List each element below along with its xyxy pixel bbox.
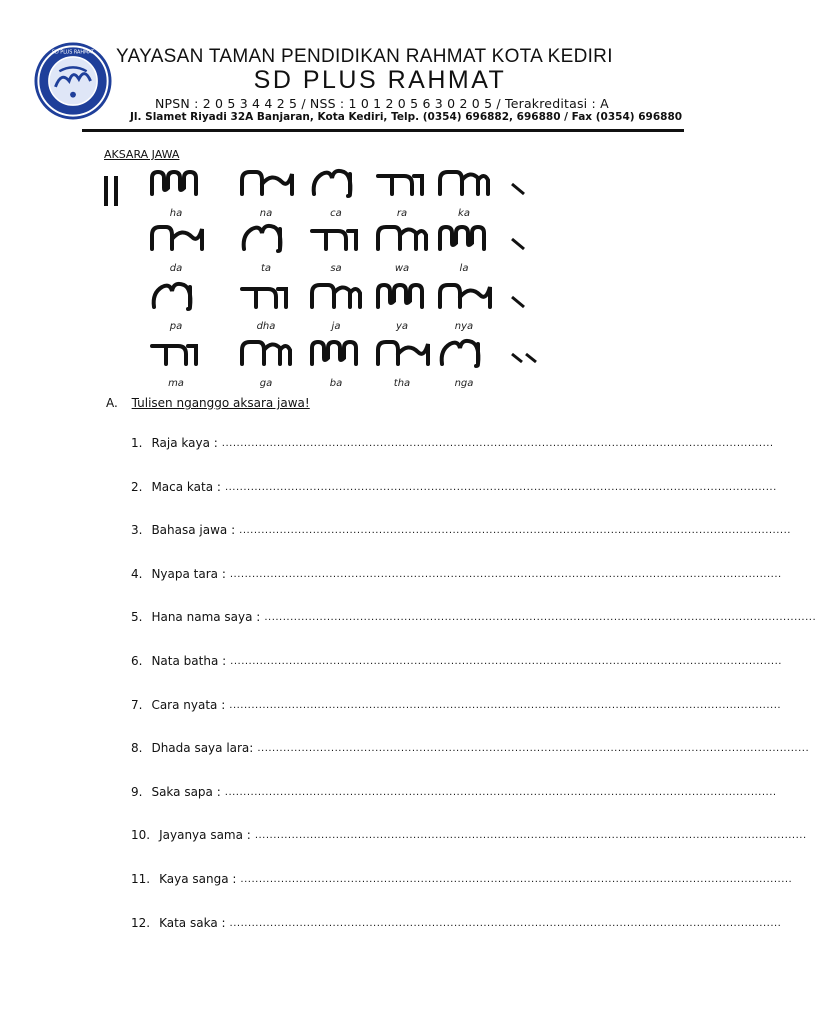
aksara-glyph-icon — [378, 342, 428, 364]
exercise-item — [131, 915, 782, 960]
aksara-chart — [100, 162, 550, 392]
aksara-label: na — [259, 208, 273, 219]
instruction-text: Tulisen nganggo aksara jawa! — [131, 396, 310, 410]
aksara-label: ta — [260, 263, 272, 274]
aksara-label: da — [169, 263, 183, 274]
aksara-glyph-icon — [440, 285, 490, 307]
aksara-glyph-icon — [314, 171, 351, 196]
aksara-glyph-icon — [312, 285, 360, 307]
aksara-label: dha — [256, 321, 276, 332]
exercise-label: Hana nama saya : — [151, 610, 261, 625]
exercise-label: Nyapa tara : — [151, 566, 226, 581]
aksara-glyph-icon — [378, 285, 422, 307]
aksara-glyph-icon — [244, 226, 281, 251]
answer-line[interactable]: ...................................................................................................................................................... — [229, 568, 782, 580]
pada-lingsa-icon — [512, 239, 524, 249]
aksara-glyph-icon — [378, 227, 426, 249]
aksara-glyph-icon — [312, 231, 356, 249]
exercise-number: 12. — [131, 915, 151, 930]
aksara-glyph-icon — [440, 227, 484, 249]
aksara-label: la — [459, 263, 469, 274]
exercise-number: 5. — [131, 610, 143, 625]
answer-line[interactable]: ...................................................................................................................................................... — [224, 786, 777, 798]
exercise-number: 10. — [131, 828, 151, 843]
exercise-number: 7. — [131, 697, 143, 712]
school-name: SD PLUS RAHMAT — [253, 66, 507, 94]
answer-line[interactable]: ...................................................................................................................................................... — [229, 917, 782, 929]
aksara-glyph-icon — [154, 284, 191, 309]
exercise-number: 11. — [131, 871, 151, 886]
exercise-number: 3. — [131, 523, 143, 538]
exercise-label: Kaya sanga : — [159, 871, 237, 886]
answer-line[interactable]: ...................................................................................................................................................... — [221, 438, 774, 449]
answer-line[interactable]: ...................................................................................................................................................... — [240, 873, 793, 885]
aksara-title: AKSARA JAWA — [104, 148, 180, 161]
exercise-item — [131, 871, 793, 916]
aksara-glyph-icon — [312, 342, 356, 364]
pada-lingsa-icon — [512, 354, 536, 362]
school-address: Jl. Slamet Riyadi 32A Banjaran, Kota Kediri, Telp. (0354) 696882, 696880 / Fax (0354) 696880 — [130, 111, 683, 123]
pada-lingsa-icon — [512, 297, 524, 307]
aksara-glyph-icon — [242, 172, 292, 194]
exercise-number: 6. — [131, 653, 143, 668]
exercise-number: 9. — [131, 784, 143, 799]
aksara-label: ja — [331, 321, 341, 332]
aksara-glyph-icon — [152, 172, 196, 194]
aksara-label: ma — [168, 378, 184, 389]
exercise-item — [131, 741, 810, 785]
exercise-item — [131, 566, 782, 611]
exercise-item — [131, 697, 782, 742]
aksara-label: ya — [395, 321, 409, 332]
aksara-label: ha — [169, 208, 183, 219]
aksara-label: tha — [393, 378, 411, 389]
aksara-glyph-icon — [242, 289, 286, 307]
exercise-number: 4. — [131, 566, 143, 581]
exercise-number: 1. — [131, 436, 143, 450]
exercise-label: Bahasa jawa : — [151, 523, 236, 538]
svg-text:SD PLUS RAHMAT: SD PLUS RAHMAT — [51, 49, 95, 56]
exercise-list — [131, 436, 816, 959]
section-letter: A. — [106, 396, 118, 410]
exercise-item — [131, 828, 807, 872]
aksara-label: wa — [394, 263, 410, 274]
exercise-item — [131, 479, 777, 524]
answer-line[interactable]: ...................................................................................................................................................... — [257, 743, 810, 755]
exercise-label: Kata saka : — [159, 915, 226, 930]
school-ids: NPSN : 2 0 5 3 4 4 2 5 / NSS : 1 0 1 2 0 5 6 3 0 2 0 5 / Terakreditasi : A — [155, 96, 609, 111]
aksara-label: sa — [330, 263, 342, 274]
aksara-label: ca — [330, 208, 342, 219]
exercise-item — [131, 436, 774, 480]
answer-line[interactable]: ...................................................................................................................................................... — [230, 655, 782, 667]
aksara-label: ga — [259, 378, 273, 389]
exercise-label: Saka sapa : — [151, 784, 221, 799]
answer-line[interactable]: ...................................................................................................................................................... — [229, 699, 782, 711]
school-emblem-icon — [34, 42, 112, 120]
answer-line[interactable]: ...................................................................................................................................................... — [224, 481, 777, 493]
aksara-label: pa — [169, 321, 183, 332]
exercise-label: Cara nyata : — [151, 697, 226, 712]
answer-line[interactable]: ...................................................................................................................................................... — [254, 830, 807, 842]
aksara-glyph-icon — [242, 342, 290, 364]
aksara-glyph-icon — [440, 172, 488, 194]
exercise-item — [131, 610, 816, 654]
exercise-label: Dhada saya lara: — [151, 741, 254, 756]
aksara-label: ba — [329, 378, 343, 389]
exercise-label: Raja kaya : — [151, 436, 218, 450]
aksara-glyph-icon — [442, 341, 479, 366]
aksara-label: nya — [454, 321, 474, 332]
exercise-label: Maca kata : — [151, 479, 221, 494]
exercise-item — [131, 653, 782, 698]
aksara-label: ra — [396, 208, 408, 219]
exercise-number: 8. — [131, 741, 143, 756]
instruction — [106, 396, 310, 410]
exercise-label: Nata batha : — [151, 653, 227, 668]
exercise-item — [131, 784, 777, 829]
exercise-label: Jayanya sama : — [159, 828, 251, 843]
aksara-label: nga — [454, 378, 474, 389]
aksara-glyph-icon — [378, 176, 422, 194]
header-divider — [82, 129, 684, 132]
exercise-number: 2. — [131, 479, 143, 494]
aksara-glyph-icon — [152, 227, 202, 249]
aksara-label: ka — [458, 208, 470, 219]
answer-line[interactable]: ...................................................................................................................................................... — [264, 612, 816, 624]
pada-opening-icon — [106, 176, 116, 206]
pada-lingsa-icon — [512, 184, 524, 194]
answer-line[interactable]: ...................................................................................................................................................... — [239, 525, 791, 537]
aksara-glyph-icon — [152, 346, 196, 364]
foundation-name: YAYASAN TAMAN PENDIDIKAN RAHMAT KOTA KEDIRI — [116, 46, 613, 67]
exercise-item — [131, 523, 791, 567]
